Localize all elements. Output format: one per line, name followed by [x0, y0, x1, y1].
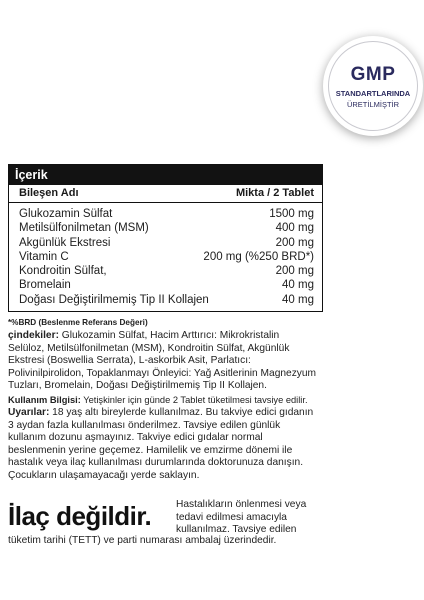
ingredient-name: Vitamin C: [19, 250, 69, 263]
gmp-badge-title: GMP: [350, 64, 396, 85]
header-ingredient-name: Bileşen Adı: [19, 187, 79, 199]
ingredient-amount: 40 mg: [282, 293, 314, 306]
table-rows: [9, 207, 322, 307]
usage-paragraph: [8, 394, 318, 407]
not-medicine-heading: İlaç değildir.: [8, 501, 152, 531]
table-title: İçerik: [9, 165, 322, 185]
table-row: [9, 278, 322, 292]
ingredients-paragraph: [8, 330, 318, 393]
reference-note: *%BRD (Beslenme Referans Değeri): [8, 318, 148, 327]
gmp-badge-caption: ÜRETİLMİŞTİR: [346, 100, 400, 109]
ingredient-amount: 40 mg: [282, 279, 314, 292]
table-row: [9, 236, 322, 250]
ingredient-amount: 1500 mg: [269, 208, 314, 220]
table-row: [9, 293, 322, 307]
ingredients-text: Glukozamin Sülfat, Hacim Arttırıcı: Mikrokristalin Selüloz, Metilsülfonilmetan (MSM), Kondroitin Sülfat, Akgünlük Ekstresi (Boswellia Serrata), L-askorbik Asit, Parlatıcı: Polivinilpirolidon, Topaklanmayı Önleyici: Yağ Asitlerinin Magnezyum Tuzları, Bromelain, Doğası Değiştirilmemiş Tip II Kollajen.: [8, 330, 317, 392]
warnings-label: Uyarılar:: [8, 407, 50, 418]
ingredients-label: çindekiler:: [8, 330, 59, 341]
ingredient-name: Metilsülfonilmetan (MSM): [19, 222, 149, 235]
header-amount: Mikta / 2 Tablet: [235, 187, 314, 199]
ingredient-name: Glukozamin Sülfat: [19, 208, 113, 220]
table-row: [9, 264, 322, 278]
gmp-badge-ring: [328, 41, 418, 131]
table-row: [9, 207, 322, 221]
usage-text: Yetişkinler için günde 2 Tablet tüketilmesi tavsiye edilir.: [80, 395, 308, 405]
usage-label: Kullanım Bilgisi:: [8, 395, 81, 405]
ingredient-name: Doğası Değiştirilmemiş Tip II Kollajen: [19, 293, 209, 306]
not-for-treatment-text: Hastalıkların önlenmesi veya tedavi edilmesi amacıyla kullanılmaz. Tavsiye edilen: [176, 499, 307, 536]
ingredient-amount: 200 mg: [275, 236, 314, 249]
table-row: [9, 250, 322, 264]
warnings-paragraph: [8, 407, 318, 483]
warnings-text: 18 yaş altı bireylerde kullanılmaz. Bu takviye edici gıdanın 3 aydan fazla kullanılması önderilmez. Tavsiye edilen günlük kullanım dozunu aşmayınız. Takviye edici gıdalar normal beslenmenin yerine geçemez. Hamilelik ve emzirme dönemi ile hastalık veya ilaç kullanılması durumlarında doktorunuza danışın. Çocukların ulaşamayacağı yerde saklayın.: [8, 407, 314, 481]
ingredient-amount: 400 mg: [275, 222, 314, 235]
content-table: [8, 164, 323, 312]
table-row: [9, 221, 322, 235]
ingredient-amount: 200 mg: [275, 265, 314, 278]
ingredient-name: Akgünlük Ekstresi: [19, 236, 111, 249]
table-header: [9, 185, 322, 203]
ingredient-name: Kondroitin Sülfat,: [19, 265, 107, 278]
gmp-badge: [323, 36, 423, 136]
gmp-badge-subtitle: STANDARTLARINDA: [335, 89, 411, 98]
expiry-info-text: tüketim tarihi (TETT) ve parti numarası ambalaj üzerindedir.: [8, 535, 277, 546]
ingredient-amount: 200 mg (%250 BRD*): [203, 250, 314, 263]
ingredient-name: Bromelain: [19, 279, 71, 292]
